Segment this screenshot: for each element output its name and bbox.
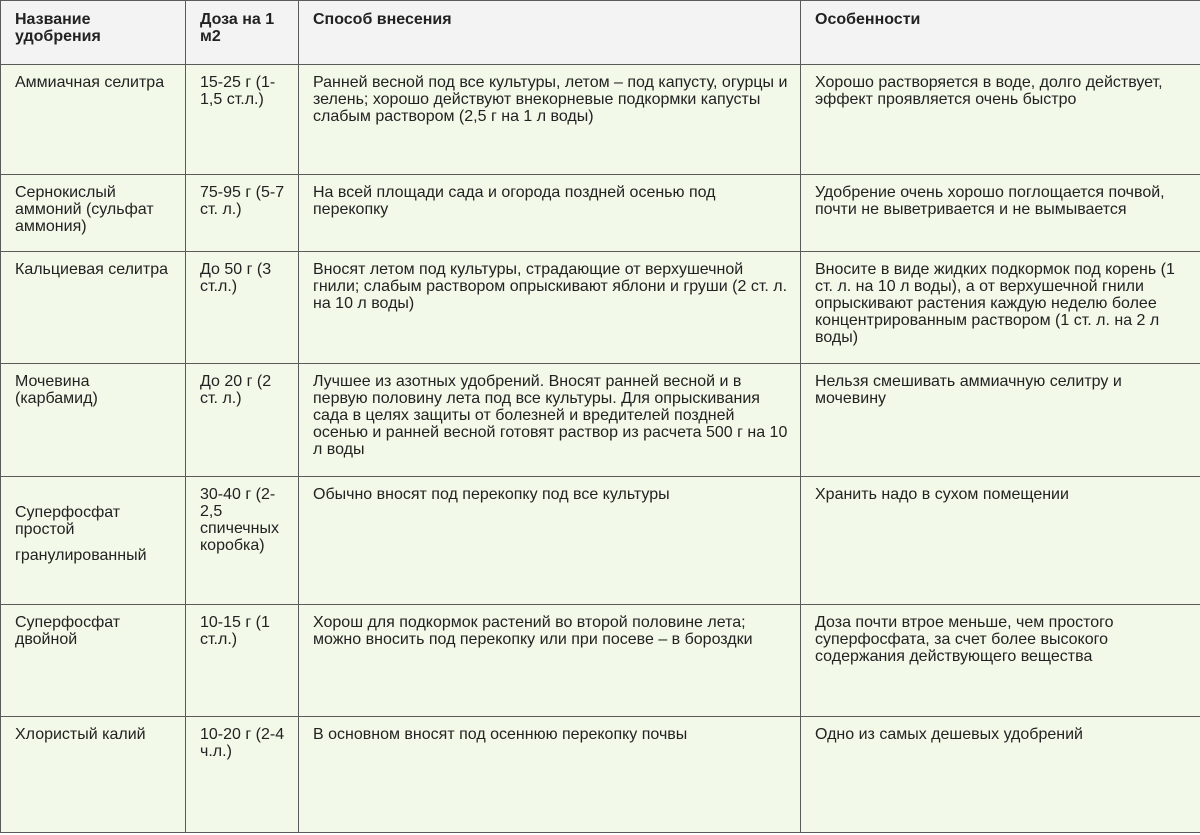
fertilizer-name: Суперфосфат двойной [1, 605, 186, 717]
method-cell: В основном вносят под осеннюю перекопку почвы [299, 717, 801, 833]
dose-cell: 15-25 г (1-1,5 ст.л.) [186, 65, 299, 175]
fertilizer-name-line2: гранулированный [15, 547, 147, 564]
dose-cell: 30-40 г (2-2,5 спичечных коробка) [186, 477, 299, 605]
features-cell: Доза почти втрое меньше, чем простого суперфосфата, за счет более высокого содержания действующего вещества [801, 605, 1200, 717]
method-cell: Хорош для подкормок растений во второй половине лета; можно вносить под перекопку или при посеве – в бороздки [299, 605, 801, 717]
method-cell: На всей площади сада и огорода поздней осенью под перекопку [299, 175, 801, 252]
features-cell: Хранить надо в сухом помещении [801, 477, 1200, 605]
fertilizer-name: Аммиачная селитра [1, 65, 186, 175]
table-row [1, 605, 1200, 717]
header-dose: Доза на 1 м2 [186, 1, 299, 65]
fertilizer-name: Мочевина (карбамид) [1, 364, 186, 477]
table-row [1, 65, 1200, 175]
features-cell: Удобрение очень хорошо поглощается почвой, почти не выветривается и не вымывается [801, 175, 1200, 252]
table-row [1, 717, 1200, 833]
method-cell: Ранней весной под все культуры, летом – под капусту, огурцы и зелень; хорошо действуют внекорневые подкормки капусты слабым раствором (2,5 г на 1 л воды) [299, 65, 801, 175]
table-row [1, 364, 1200, 477]
header-name: Название удобрения [1, 1, 186, 65]
dose-cell: До 20 г (2 ст. л.) [186, 364, 299, 477]
method-cell: Лучшее из азотных удобрений. Вносят ранней весной и в первую половину лета под все культуры. Для опрыскивания сада в целях защиты от болезней и вредителей поздней осенью и ранней весной готовят раствор из расчета 500 г на 10 л воды [299, 364, 801, 477]
table-row [1, 252, 1200, 364]
dose-cell: 75-95 г (5-7 ст. л.) [186, 175, 299, 252]
table-row [1, 477, 1200, 605]
fertilizer-name: Сернокислый аммоний (сульфат аммония) [1, 175, 186, 252]
header-features: Особенности [801, 1, 1200, 65]
fertilizer-name: Кальциевая селитра [1, 252, 186, 364]
features-cell: Вносите в виде жидких подкормок под корень (1 ст. л. на 10 л воды), а от верхушечной гнили опрыскивают растения каждую неделю более концентрированным раствором (1 ст. л. на 2 л воды) [801, 252, 1200, 364]
fertilizer-name-line1: Суперфосфат простой [15, 504, 121, 538]
fertilizer-name [1, 477, 186, 605]
features-cell: Хорошо растворяется в воде, долго действует, эффект проявляется очень быстро [801, 65, 1200, 175]
header-row [1, 1, 1200, 65]
features-cell: Нельзя смешивать аммиачную селитру и мочевину [801, 364, 1200, 477]
fertilizer-name: Хлористый калий [1, 717, 186, 833]
dose-cell: До 50 г (3 ст.л.) [186, 252, 299, 364]
features-cell: Одно из самых дешевых удобрений [801, 717, 1200, 833]
dose-cell: 10-20 г (2-4 ч.л.) [186, 717, 299, 833]
table-row [1, 175, 1200, 252]
dose-cell: 10-15 г (1 ст.л.) [186, 605, 299, 717]
method-cell: Вносят летом под культуры, страдающие от верхушечной гнили; слабым раствором опрыскивают яблони и груши (2 ст. л. на 10 л воды) [299, 252, 801, 364]
header-method: Способ внесения [299, 1, 801, 65]
method-cell: Обычно вносят под перекопку под все культуры [299, 477, 801, 605]
